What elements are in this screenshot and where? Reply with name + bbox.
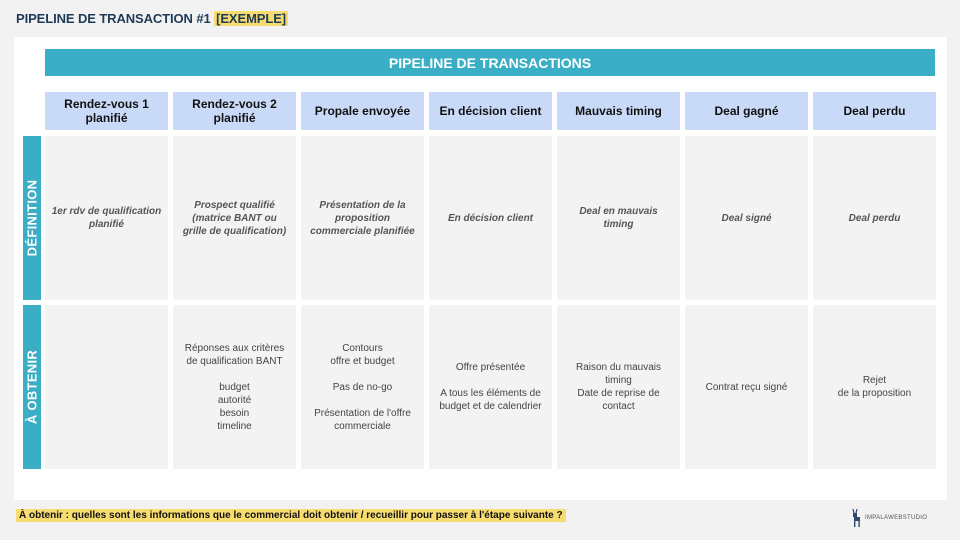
definition-cell [429, 136, 552, 300]
obtenir-cell [173, 305, 296, 469]
cell-text: Deal en mauvais timing [579, 206, 658, 230]
definition-cell [685, 136, 808, 300]
definition-cell [173, 136, 296, 300]
cell-text: Raison du mauvais timing [575, 362, 662, 386]
cell-text: Réponses aux critères de qualification BANT [184, 342, 285, 367]
obtenir-cell [429, 305, 552, 469]
cell-text: de la proposition [837, 388, 912, 399]
cell-text: Rejet [862, 375, 887, 386]
definition-cell [813, 136, 936, 300]
cell-text: budget [219, 381, 250, 393]
definition-cell [45, 136, 168, 300]
cell-text: Deal signé [721, 212, 772, 224]
cell-text: Prospect qualifié (matrice BANT ou grille de qualification) [182, 199, 287, 237]
obtenir-cell [813, 305, 936, 469]
cell-text: Pas de no-go [332, 381, 393, 393]
column-header: En décision client [429, 92, 552, 130]
column-header: Mauvais timing [557, 92, 680, 130]
definition-cell [557, 136, 680, 300]
cell-text: En décision client [447, 212, 534, 224]
cell-text: offre et budget [330, 355, 395, 367]
column-header: Deal gagné [685, 92, 808, 130]
cell-text: Présentation de la proposition commerciale planifiée [310, 199, 415, 237]
cell-text: Contrat reçu signé [705, 381, 788, 393]
obtenir-cell [557, 305, 680, 469]
obtenir-cell [301, 305, 424, 469]
cell-text: A tous les éléments de budget et de calendrier [439, 388, 542, 412]
obtenir-cell [685, 305, 808, 469]
definition-row-label [23, 136, 41, 300]
pipeline-banner: PIPELINE DE TRANSACTIONS [45, 49, 935, 76]
obtenir-row-label-text: À OBTENIR [24, 349, 40, 425]
cell-text: Deal perdu [848, 212, 901, 224]
cell-text: Présentation de l'offre commerciale [314, 407, 411, 432]
column-header: Rendez-vous 2 planifié [173, 92, 296, 130]
column-header: Propale envoyée [301, 92, 424, 130]
page-title [16, 11, 288, 26]
impala-icon [850, 509, 862, 527]
column-header: Rendez-vous 1 planifié [45, 92, 168, 130]
cell-text: Offre présentée [455, 362, 526, 373]
brand-name: IMPALAWEBSTUDIO [865, 515, 928, 521]
cell-text: timeline [217, 420, 252, 432]
obtenir-cell [45, 305, 168, 469]
example-tag: [EXEMPLE] [216, 11, 287, 26]
column-header: Deal perdu [813, 92, 936, 130]
definition-cell [301, 136, 424, 300]
obtenir-row-label [23, 305, 41, 469]
cell-text: Contours [342, 342, 383, 354]
cell-text: 1er rdv de qualification planifié [51, 206, 162, 230]
cell-text: Date de reprise de contact [577, 388, 660, 412]
cell-text: besoin [219, 407, 250, 419]
cell-text: autorité [217, 394, 252, 406]
definition-row-label-text: DÉFINITION [24, 179, 40, 257]
brand-logo [850, 509, 927, 527]
footer-note: À obtenir : quelles sont les informations que le commercial doit obtenir / recueillir pour passer à l'étape suivante ? [16, 509, 566, 522]
page-title-text: PIPELINE DE TRANSACTION #1 [16, 11, 211, 26]
